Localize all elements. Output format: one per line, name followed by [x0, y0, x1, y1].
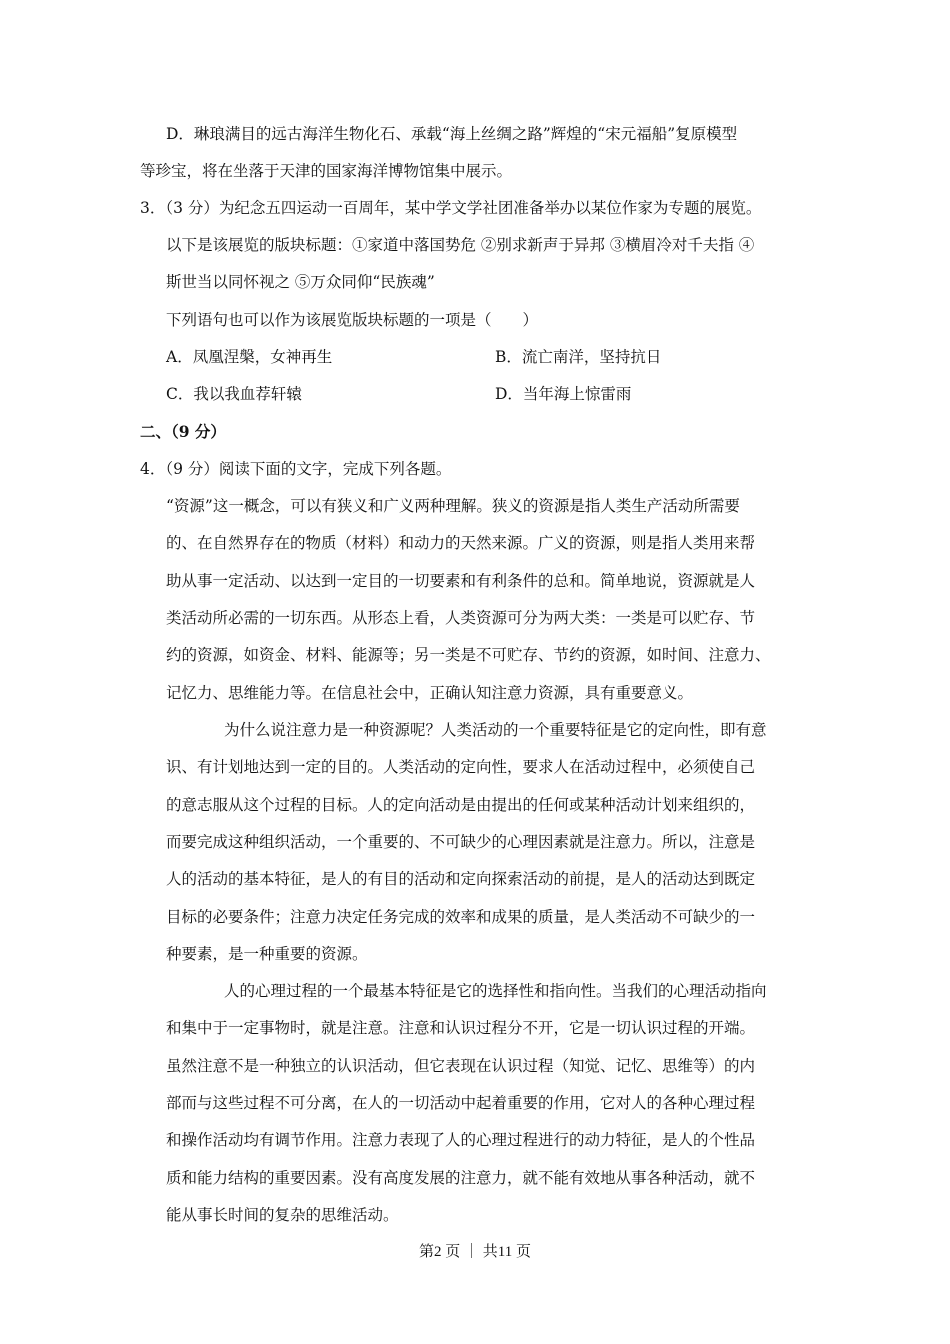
passage-paragraph-2-line: 种要素，是一种重要的资源。 — [166, 945, 368, 963]
question-3-option-c: C．我以我血荐轩辕 — [166, 385, 302, 403]
passage-paragraph-2-line: 为什么说注意力是一种资源呢？人类活动的一个重要特征是它的定向性，即有意 — [224, 721, 767, 739]
question-3-option-d: D．当年海上惊雷雨 — [495, 385, 632, 403]
passage-paragraph-2-line: 而要完成这种组织活动，一个重要的、不可缺少的心理因素就是注意力。所以，注意是 — [166, 833, 756, 851]
question-3-option-a: A．凤凰涅槃，女神再生 — [166, 348, 333, 366]
question-3-stem-line-2: 以下是该展览的版块标题：①家道中落国势危 ②别求新声于异邦 ③横眉冷对千夫指 ④ — [166, 236, 755, 254]
passage-paragraph-3-line: 人的心理过程的一个最基本特征是它的选择性和指向性。当我们的心理活动指向 — [224, 982, 767, 1000]
passage-paragraph-3-line: 和集中于一定事物时，就是注意。注意和认识过程分不开，它是一切认识过程的开端。 — [166, 1019, 756, 1037]
passage-paragraph-2-line: 人的活动的基本特征，是人的有目的活动和定向探索活动的前提，是人的活动达到既定 — [166, 870, 756, 888]
passage-paragraph-2-line: 目标的必要条件；注意力决定任务完成的效率和成果的质量，是人类活动不可缺少的一 — [166, 908, 756, 926]
question-2-option-d-line-2: 等珍宝，将在坐落于天津的国家海洋博物馆集中展示。 — [140, 162, 513, 180]
passage-paragraph-1-line: “资源”这一概念，可以有狭义和广义两种理解。狭义的资源是指人类生产活动所需要 — [166, 497, 740, 515]
passage-paragraph-1-line: 类活动所必需的一切东西。从形态上看，人类资源可分为两大类：一类是可以贮存、节 — [166, 609, 756, 627]
passage-paragraph-3-line: 虽然注意不是一种独立的认识活动，但它表现在认识过程（知觉、记忆、思维等）的内 — [166, 1057, 756, 1075]
question-3-stem-line-1: 3．（3 分）为纪念五四运动一百周年，某中学文学社团准备举办以某位作家为专题的展览。 — [140, 199, 762, 217]
passage-paragraph-1-line: 的、在自然界存在的物质（材料）和动力的天然来源。广义的资源，则是指人类用来帮 — [166, 534, 756, 552]
question-3-stem-line-4: 下列语句也可以作为该展览版块标题的一项是（ ） — [166, 311, 539, 329]
passage-paragraph-3-line: 和操作活动均有调节作用。注意力表现了人的心理过程进行的动力特征，是人的个性品 — [166, 1131, 756, 1149]
passage-paragraph-1-line: 约的资源，如资金、材料、能源等；另一类是不可贮存、节约的资源，如时间、注意力、 — [166, 646, 771, 664]
question-2-option-d-line-1: D．琳琅满目的远古海洋生物化石、承载“海上丝绸之路”辉煌的“宋元福船”复原模型 — [166, 125, 738, 143]
passage-paragraph-3-line: 能从事长时间的复杂的思维活动。 — [166, 1206, 399, 1224]
passage-paragraph-2-line: 的意志服从这个过程的目标。人的定向活动是由提出的任何或某种活动计划来组织的， — [166, 796, 756, 814]
question-3-stem-line-3: 斯世当以同怀视之 ⑤万众同仰“民族魂” — [166, 273, 435, 291]
passage-paragraph-3-line: 质和能力结构的重要因素。没有高度发展的注意力，就不能有效地从事各种活动，就不 — [166, 1169, 756, 1187]
question-3-option-b: B．流亡南洋，坚持抗日 — [495, 348, 662, 366]
passage-paragraph-2-line: 识、有计划地达到一定的目的。人类活动的定向性，要求人在活动过程中，必须使自己 — [166, 758, 756, 776]
passage-paragraph-1-line: 助从事一定活动、以达到一定目的一切要素和有利条件的总和。简单地说，资源就是人 — [166, 572, 756, 590]
passage-paragraph-3-line: 部而与这些过程不可分离，在人的一切活动中起着重要的作用，它对人的各种心理过程 — [166, 1094, 756, 1112]
page-footer: 第2 页 ｜ 共11 页 — [419, 1244, 531, 1260]
section-2-title: 二、（9 分） — [140, 422, 226, 441]
passage-paragraph-1-line: 记忆力、思维能力等。在信息社会中，正确认知注意力资源，具有重要意义。 — [166, 684, 694, 702]
question-4-stem: 4．（9 分）阅读下面的文字，完成下列各题。 — [140, 460, 452, 478]
